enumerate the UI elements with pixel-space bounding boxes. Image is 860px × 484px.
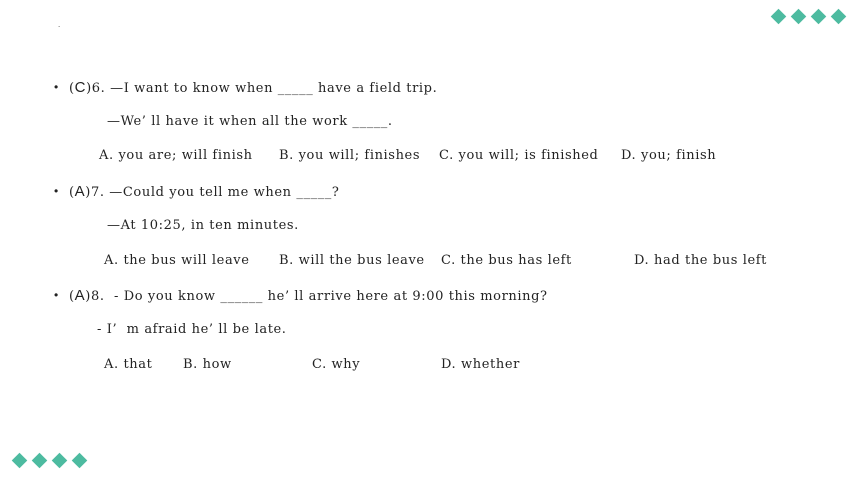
- answer-6: C: [74, 79, 87, 96]
- question-6-stem: 6. —I want to know when _____ have a field trip.: [91, 81, 438, 96]
- bottom-left-decoration: [12, 455, 86, 466]
- diamond-icon: [11, 453, 27, 469]
- option-a: A. the bus will leave: [104, 253, 250, 268]
- answer-7: A: [74, 183, 86, 200]
- option-d: D. you; finish: [621, 148, 717, 163]
- diamond-icon: [31, 453, 47, 469]
- question-7: (A)7. —Could you tell me when _____?: [69, 183, 340, 200]
- question-8-stem: 8. - Do you know ______ he’ ll arrive here at 9:00 this morning?: [90, 289, 548, 304]
- option-c: C. you will; is finished: [439, 148, 599, 163]
- option-d: D. whether: [441, 357, 520, 372]
- diamond-icon: [71, 453, 87, 469]
- diamond-icon: [830, 9, 846, 25]
- bullet-icon: •: [54, 80, 59, 94]
- question-8: (A)8. - Do you know ______ he’ ll arrive here at 9:00 this morning?: [69, 287, 548, 304]
- bullet-icon: •: [54, 184, 59, 198]
- diamond-icon: [51, 453, 67, 469]
- option-a: A. that: [104, 357, 153, 372]
- top-right-decoration: [771, 11, 845, 22]
- question-7-stem: 7. —Could you tell me when _____?: [90, 185, 340, 200]
- diamond-icon: [810, 9, 826, 25]
- option-b: B. you will; finishes: [279, 148, 421, 163]
- bullet-icon: •: [54, 288, 59, 302]
- diamond-icon: [770, 9, 786, 25]
- question-8-reply: - I’ m afraid he’ ll be late.: [97, 322, 287, 337]
- diamond-icon: [790, 9, 806, 25]
- option-c: C. why: [312, 357, 361, 372]
- question-7-reply: —At 10:25, in ten minutes.: [107, 218, 299, 233]
- option-a: A. you are; will finish: [99, 148, 253, 163]
- question-6-reply: —We’ ll have it when all the work _____.: [107, 114, 393, 129]
- header-dot: .: [58, 20, 61, 29]
- option-b: B. will the bus leave: [279, 253, 425, 268]
- question-6: (C)6. —I want to know when _____ have a field trip.: [69, 79, 438, 96]
- option-b: B. how: [183, 357, 232, 372]
- answer-8: A: [74, 287, 86, 304]
- option-c: C. the bus has left: [441, 253, 572, 268]
- option-d: D. had the bus left: [634, 253, 768, 268]
